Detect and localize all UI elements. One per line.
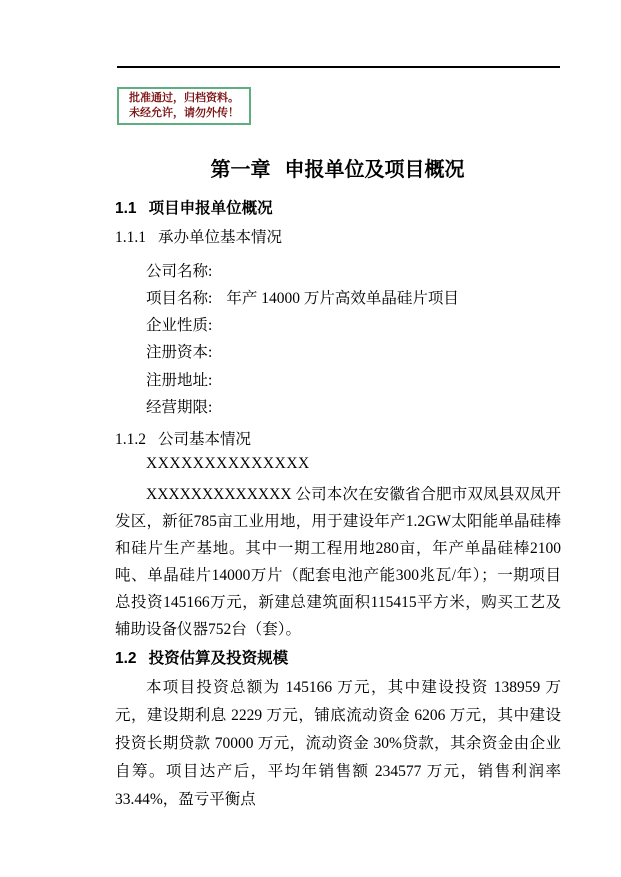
field-label: 公司名称: [146, 263, 213, 280]
section-heading-1-1-1 [115, 225, 282, 247]
section-number: 1.1.2 [115, 431, 146, 448]
section-heading-text: 公司基本情况 [158, 431, 252, 448]
field-row-company-name [146, 259, 226, 281]
field-label: 经营期限: [146, 399, 213, 416]
paragraph-investment-summary: 本项目投资总额为 145166 万元，其中建设投资 138959 万元，建设期利息 2229 万元，铺底流动资金 6206 万元，其中建设投资长期贷款 70000 万元，流动资金 30%贷款，其余资金由企业自筹。项目达产后，平均年销售额 234577 万元，销售利润率 33.44%，盈亏平衡点 [115, 679, 561, 808]
field-value: 年产 14000 万片高效单晶硅片项目 [226, 290, 459, 307]
field-row-project-name [146, 286, 459, 308]
chapter-title-text: 申报单位及项目概况 [284, 159, 465, 181]
field-row-business-term [146, 395, 226, 417]
header-divider [117, 66, 560, 68]
approval-stamp [117, 87, 251, 125]
stamp-line-1: 批准通过，归档资料。 [129, 92, 239, 104]
section-number: 1.1 [115, 200, 137, 217]
field-label: 注册资本: [146, 344, 213, 361]
section-number: 1.1.1 [115, 229, 146, 246]
field-label: 注册地址: [146, 372, 213, 389]
company-name-placeholder: XXXXXXXXXXXXXX [146, 455, 310, 472]
section-heading-text: 承办单位基本情况 [158, 229, 283, 246]
field-row-registered-capital [146, 340, 226, 362]
section-heading-1-2 [115, 646, 288, 668]
paragraph-company-intro: XXXXXXXXXXXXX 公司本次在安徽省合肥市双凤县双凤开发区，新征785亩工业用地，用于建设年产1.2GW太阳能单晶硅棒和硅片生产基地。其中一期工程用地280亩，年产单晶硅棒2100吨、单晶硅片14000万片（配套电池产能300兆瓦/年）；一期项目总投资145166万元，新建总建筑面积115415平方米，购买工艺及辅助设备仪器752台（套）。 [115, 486, 561, 638]
section-heading-text: 投资估算及投资规模 [148, 650, 289, 667]
section-heading-1-1 [115, 196, 273, 218]
stamp-line-2: 未经允许，请勿外传！ [129, 107, 239, 119]
section-heading-1-1-2 [115, 427, 251, 449]
field-label: 项目名称: [146, 290, 213, 307]
field-row-registered-address [146, 368, 226, 390]
chapter-title [115, 153, 560, 182]
field-row-enterprise-type [146, 313, 226, 335]
chapter-number: 第一章 [210, 159, 271, 181]
section-heading-text: 项目申报单位概况 [148, 200, 273, 217]
field-label: 企业性质: [146, 317, 213, 334]
section-number: 1.2 [115, 650, 137, 667]
